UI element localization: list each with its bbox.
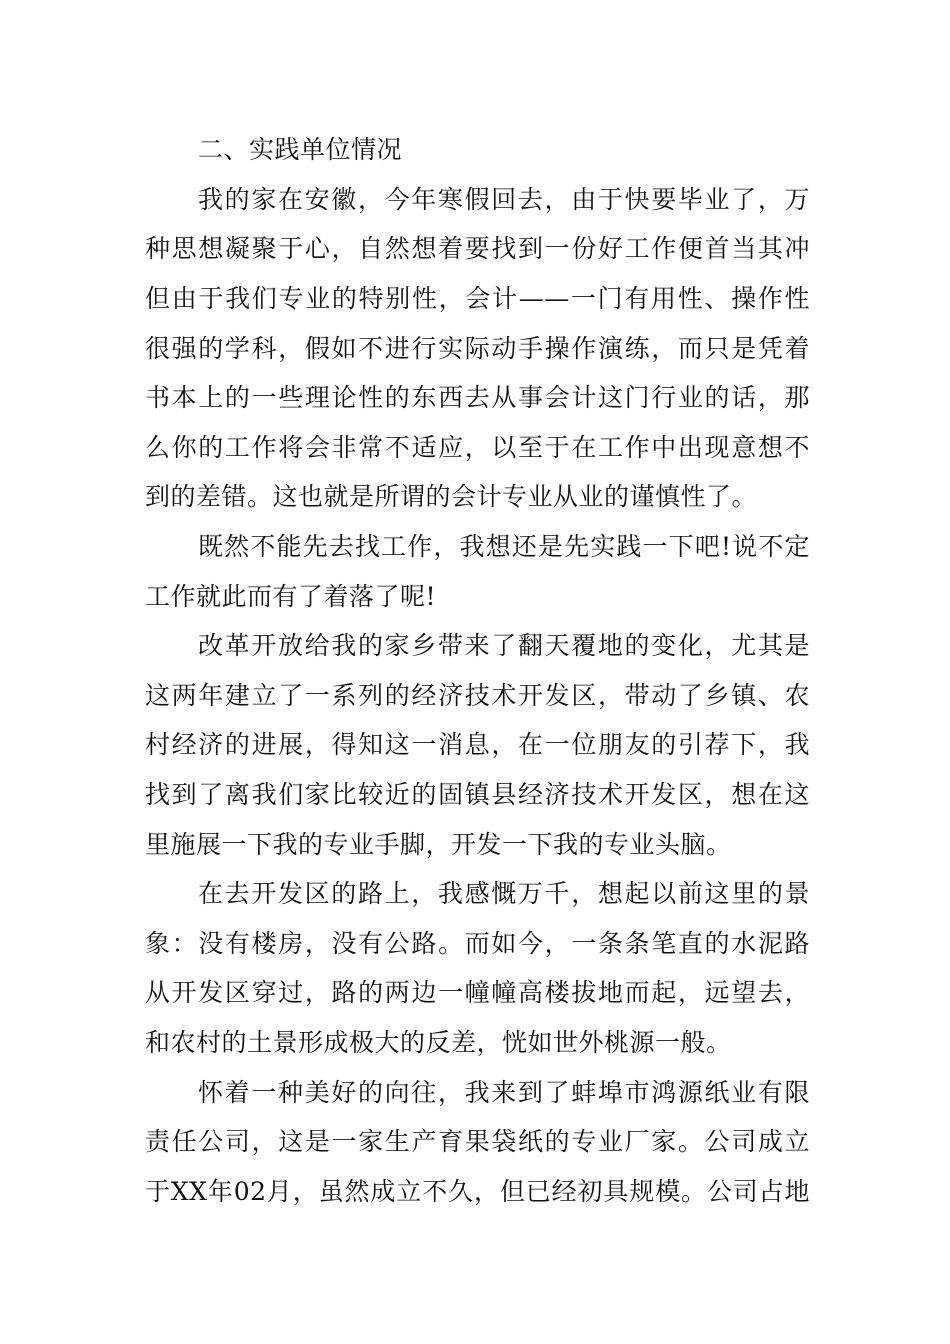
paragraph-line: 村经济的进展，得知这一消息，在一位朋友的引荐下，我 xyxy=(145,730,810,759)
paragraph-line: 工作就此而有了着落了呢! xyxy=(145,582,437,611)
paragraph-line: 从开发区穿过，路的两边一幢幢高楼拔地而起，远望去， xyxy=(145,978,810,1007)
paragraph-line: 责任公司，这是一家生产育果袋纸的专业厂家。公司成立 xyxy=(145,1127,810,1156)
paragraph-line: 但由于我们专业的特别性，会计——一门有用性、操作性 xyxy=(145,284,810,313)
paragraph-line: 种思想凝聚于心，自然想着要找到一份好工作便首当其冲 xyxy=(145,234,810,263)
paragraph-line: 既然不能先去找工作，我想还是先实践一下吧!说不定 xyxy=(198,532,810,561)
paragraph-line: 于XX年02月，虽然成立不久，但已经初具规模。公司占地 xyxy=(145,1177,810,1206)
paragraph-line: 改革开放给我的家乡带来了翻天覆地的变化，尤其是 xyxy=(198,631,810,660)
section-heading: 二、实践单位情况 xyxy=(198,135,403,164)
paragraph-line: 怀着一种美好的向往，我来到了蚌埠市鸿源纸业有限 xyxy=(198,1078,810,1107)
paragraph-line: 在去开发区的路上，我感慨万千，想起以前这里的景 xyxy=(198,879,810,908)
paragraph-line: 么你的工作将会非常不适应，以至于在工作中出现意想不 xyxy=(145,433,810,462)
paragraph-line: 我的家在安徽，今年寒假回去，由于快要毕业了，万 xyxy=(198,185,810,214)
paragraph-line: 里施展一下我的专业手脚，开发一下我的专业头脑。 xyxy=(145,830,732,859)
paragraph-line: 很强的学科，假如不进行实际动手操作演练，而只是凭着 xyxy=(145,334,810,363)
paragraph-line: 这两年建立了一系列的经济技术开发区，带动了乡镇、农 xyxy=(145,681,810,710)
paragraph-line: 到的差错。这也就是所谓的会计专业从业的谨慎性了。 xyxy=(145,482,758,511)
paragraph-line: 书本上的一些理论性的东西去从事会计这门行业的话，那 xyxy=(145,383,810,412)
paragraph-line: 象：没有楼房，没有公路。而如今，一条条笔直的水泥路 xyxy=(145,929,810,958)
paragraph-line: 和农村的土景形成极大的反差，恍如世外桃源一般。 xyxy=(145,1028,732,1057)
paragraph-line: 找到了离我们家比较近的固镇县经济技术开发区，想在这 xyxy=(145,780,810,809)
